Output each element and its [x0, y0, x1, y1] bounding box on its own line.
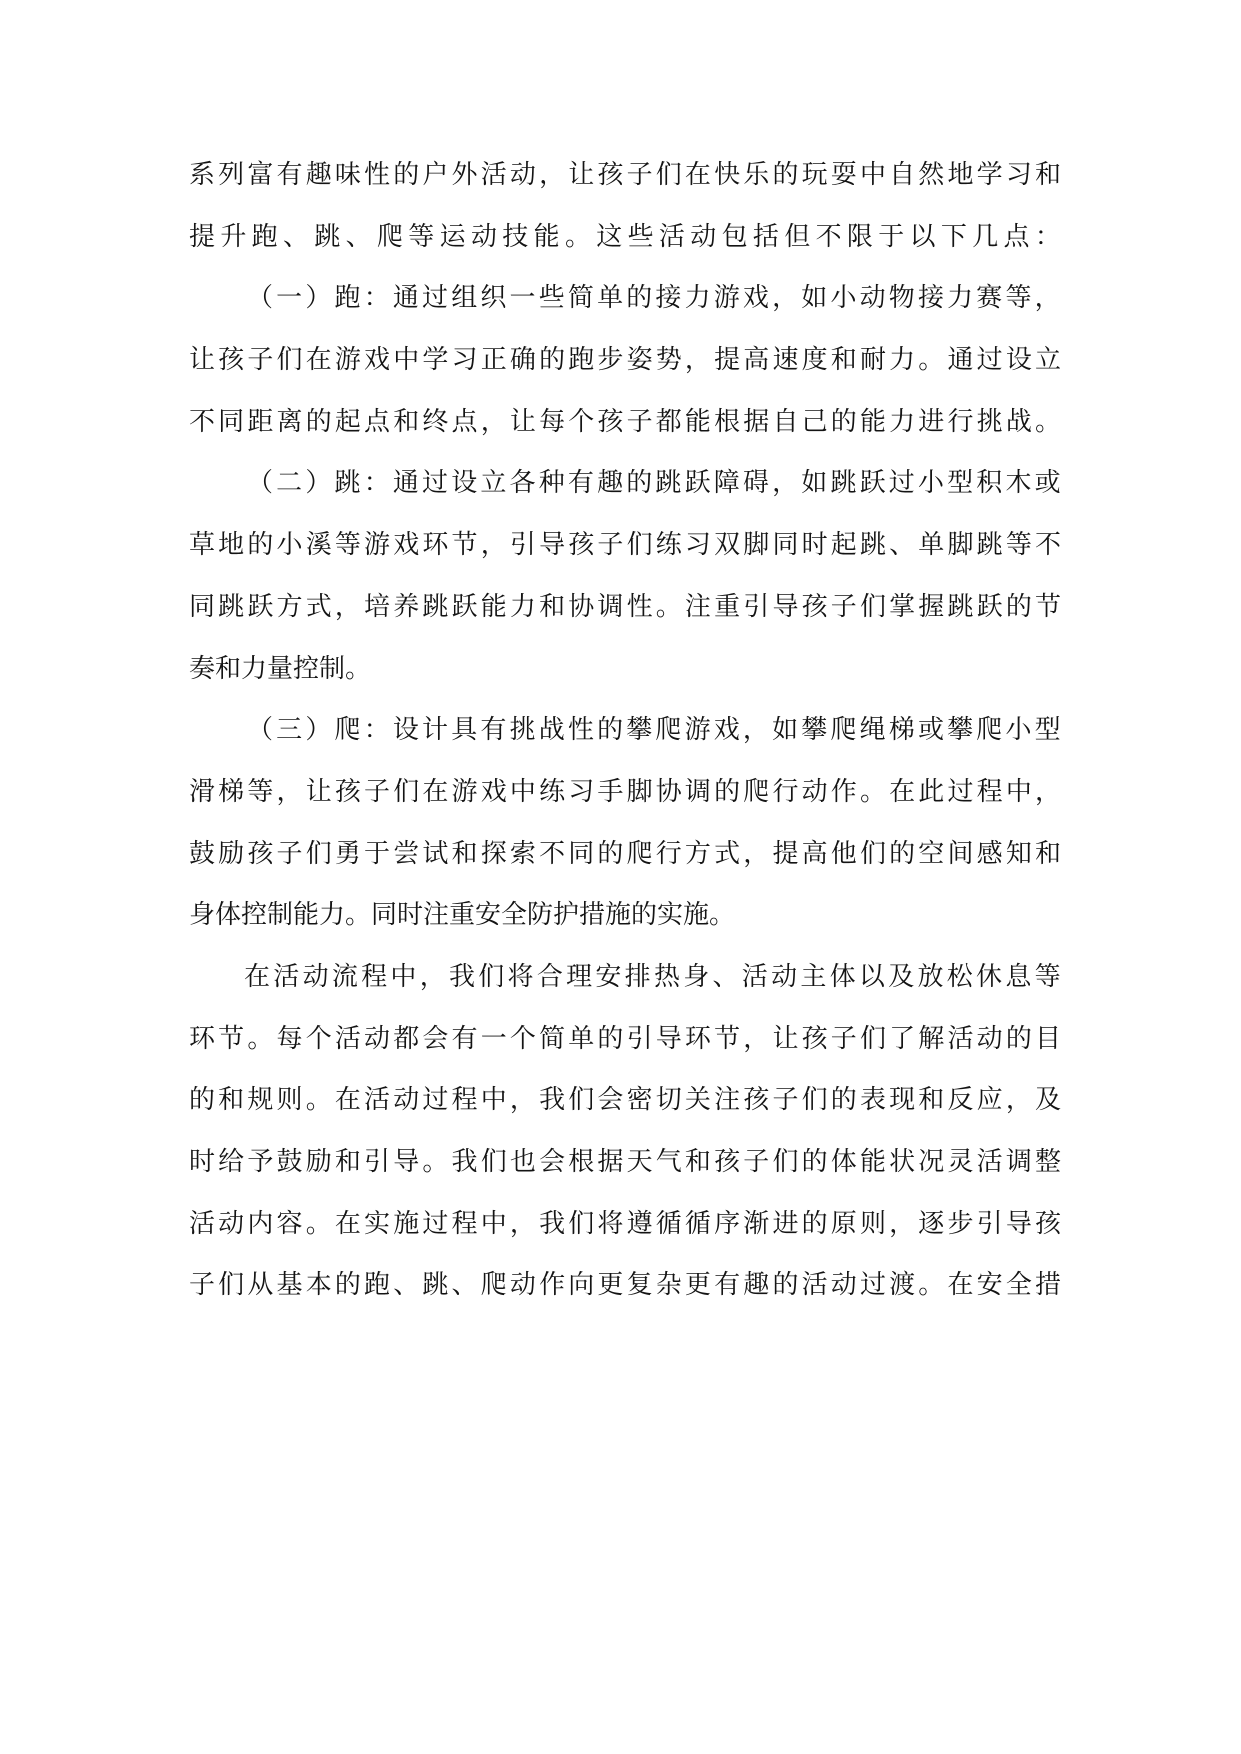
text-line: 子 们 从 基 本 的 跑 、 跳 、 爬 动 作 向 更 复 杂 更 有 趣 的 活 动 过 渡 。 在 安 全 措 [189, 1270, 1061, 1301]
text-line: 让 孩 子 们 在 游 戏 中 学 习 正 确 的 跑 步 姿 势 ， 提 高 速 度 和 耐 力 。 通 过 设 立 [189, 345, 1061, 376]
text-line: （ 二 ） 跳 ： 通 过 设 立 各 种 有 趣 的 跳 跃 障 碍 ， 如 跳 跃 过 小 型 积 木 或 [247, 468, 1061, 499]
text-line: 滑 梯 等 ， 让 孩 子 们 在 游 戏 中 练 习 手 脚 协 调 的 爬 行 动 作 。 在 此 过 程 中 ， [189, 776, 1061, 807]
text-line: 系 列 富 有 趣 味 性 的 户 外 活 动 ， 让 孩 子 们 在 快 乐 的 玩 耍 中 自 然 地 学 习 和 [189, 160, 1061, 190]
text-line: 活 动 内 容 。 在 实 施 过 程 中 ， 我 们 将 遵 循 循 序 渐 进 的 原 则 ， 逐 步 引 导 孩 [189, 1208, 1061, 1239]
document-body [189, 145, 1061, 1317]
text-line: 身体控制能力。同时注重安全防护措施的实施。 [189, 900, 736, 931]
text-line: 时 给 予 鼓 励 和 引 导 。 我 们 也 会 根 据 天 气 和 孩 子 们 的 体 能 状 况 灵 活 调 整 [189, 1147, 1061, 1177]
text-line: 奏和力量控制。 [189, 653, 372, 684]
text-line: 环 节 。 每 个 活 动 都 会 有 一 个 简 单 的 引 导 环 节 ， 让 孩 子 们 了 解 活 动 的 目 [189, 1023, 1061, 1054]
text-line: 的 和 规 则 。 在 活 动 过 程 中 ， 我 们 会 密 切 关 注 孩 子 们 的 表 现 和 反 应 ， 及 [189, 1085, 1061, 1116]
text-line: 提 升 跑 、 跳 、 爬 等 运 动 技 能 。 这 些 活 动 包 括 但 不 限 于 以 下 几 点 ： [189, 221, 1061, 252]
text-line: 草 地 的 小 溪 等 游 戏 环 节 ， 引 导 孩 子 们 练 习 双 脚 同 时 起 跳 、 单 脚 跳 等 不 [189, 530, 1061, 561]
text-line: （ 一 ） 跑 ： 通 过 组 织 一 些 简 单 的 接 力 游 戏 ， 如 小 动 物 接 力 赛 等 ， [247, 283, 1061, 314]
text-line: 在 活 动 流 程 中 ， 我 们 将 合 理 安 排 热 身 、 活 动 主 体 以 及 放 松 休 息 等 [244, 961, 1061, 992]
text-line: 不 同 距 离 的 起 点 和 终 点 ， 让 每 个 孩 子 都 能 根 据 自 己 的 能 力 进 行 挑 战 。 [189, 406, 1061, 437]
text-line: （ 三 ） 爬 ： 设 计 具 有 挑 战 性 的 攀 爬 游 戏 ， 如 攀 爬 绳 梯 或 攀 爬 小 型 [247, 715, 1061, 746]
text-line: 同 跳 跃 方 式 ， 培 养 跳 跃 能 力 和 协 调 性 。 注 重 引 导 孩 子 们 掌 握 跳 跃 的 节 [189, 591, 1061, 622]
text-line: 鼓 励 孩 子 们 勇 于 尝 试 和 探 索 不 同 的 爬 行 方 式 ， 提 高 他 们 的 空 间 感 知 和 [189, 838, 1061, 869]
